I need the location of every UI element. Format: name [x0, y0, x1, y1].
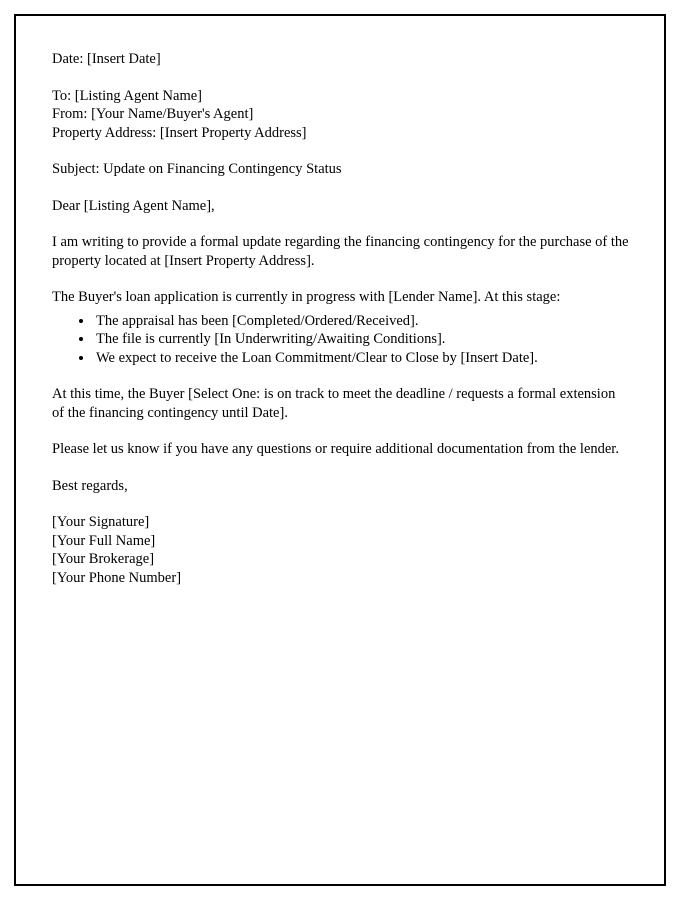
deadline-paragraph: At this time, the Buyer [Select One: is on track to meet the deadline / requests a formal extension of the financing contingency until Date]. [52, 386, 616, 421]
from-line: From: [Your Name/Buyer's Agent] [52, 106, 254, 122]
bullet-item-loan-commitment: • We expect to receive the Loan Commitment/Clear to Close by [Insert Date]. [94, 349, 630, 368]
phone-number-line: [Your Phone Number] [52, 569, 182, 586]
signature-block [52, 513, 630, 587]
subject-line: Subject: Update on Financing Contingency Status [52, 161, 342, 177]
questions-paragraph: Please let us know if you have any questions or require additional documentation from the lender. [52, 441, 619, 457]
status-bullet-list [52, 312, 630, 368]
bullet-item-appraisal: • The appraisal has been [Completed/Ordered/Received]. [94, 312, 630, 331]
brokerage-line: [Your Brokerage] [52, 551, 155, 567]
letter-page [14, 14, 666, 886]
signature-line: [Your Signature] [52, 514, 150, 530]
salutation: Dear [Listing Agent Name], [52, 197, 215, 214]
property-address-line: Property Address: [Insert Property Address] [52, 124, 307, 141]
address-block [52, 87, 630, 143]
closing-line: Best regards, [52, 477, 128, 494]
to-line: To: [Listing Agent Name] [52, 87, 202, 104]
date-line: Date: [Insert Date] [52, 51, 161, 67]
full-name-line: [Your Full Name] [52, 532, 156, 549]
intro-paragraph: I am writing to provide a formal update regarding the financing contingency for the purchase of the property located at [Insert Property Address]. [52, 234, 629, 269]
loan-status-paragraph: The Buyer's loan application is currently in progress with [Lender Name]. At this stage: [52, 289, 561, 305]
date-block [52, 50, 630, 69]
bullet-item-underwriting: • The file is currently [In Underwriting/Awaiting Conditions]. [94, 330, 630, 349]
